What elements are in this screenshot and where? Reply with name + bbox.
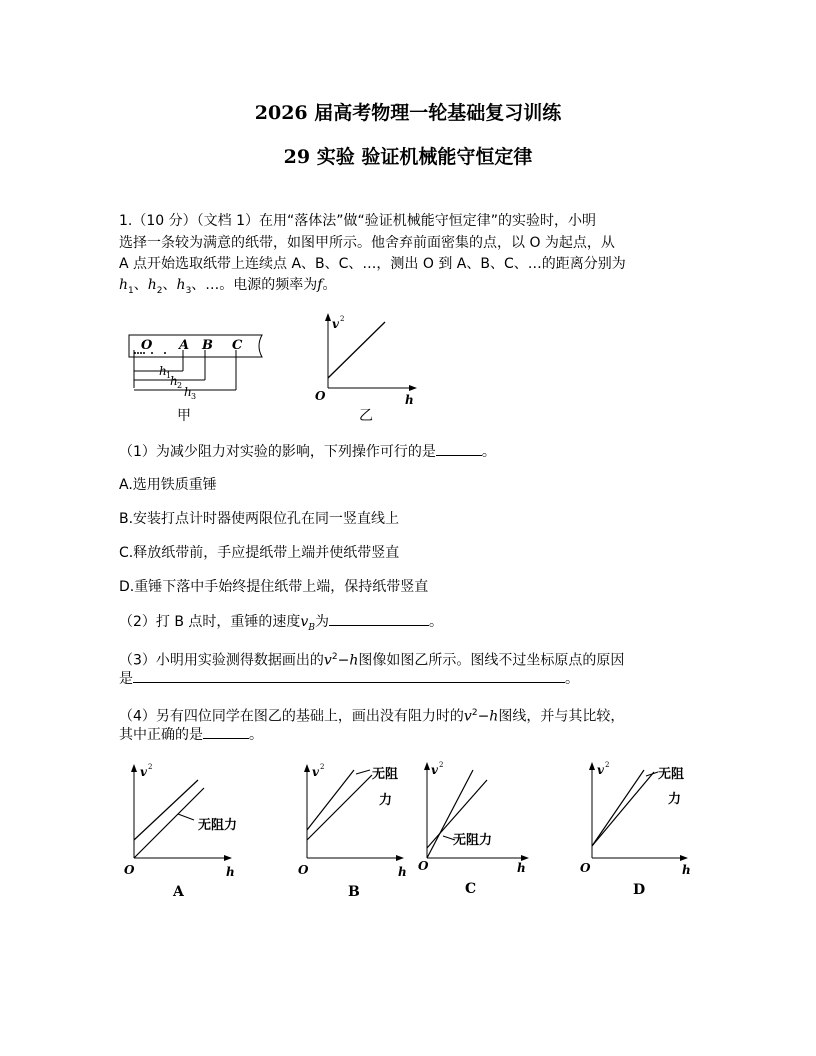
- svg-text:v: v: [140, 765, 147, 779]
- label-no-resistance-D-1: 无阻: [658, 767, 685, 782]
- option-C: C.释放纸带前，手应提纸带上端并使纸带竖直: [119, 545, 400, 561]
- svg-text:v: v: [312, 765, 319, 779]
- choice-graph-B: [292, 758, 422, 903]
- caption-jia: 甲: [177, 408, 191, 424]
- page-title: 2026 届高考物理一轮基础复习训练: [254, 102, 562, 124]
- label-no-resistance-D-2: 力: [668, 792, 682, 807]
- sub-question-4-line-2: 其中正确的是 。: [119, 724, 263, 746]
- answer-blank-4[interactable]: [203, 724, 249, 739]
- label-h3: h: [184, 385, 192, 399]
- svg-text:O: O: [580, 861, 591, 875]
- svg-text:v: v: [597, 763, 604, 777]
- label-no-resistance-B-1: 无阻: [372, 767, 399, 782]
- svg-text:h: h: [398, 865, 407, 879]
- svg-text:h: h: [517, 861, 526, 875]
- svg-text:2: 2: [320, 763, 325, 771]
- tape-point-B: B: [202, 338, 213, 353]
- sub-question-3-line-1: （3）小明用实验测得数据画出的$v^2-h$图像如图乙所示。图线不过坐标原点的原因: [119, 652, 625, 669]
- svg-text:v: v: [431, 763, 438, 777]
- choice-graph-D: [570, 758, 700, 903]
- svg-text:2: 2: [148, 763, 153, 771]
- choice-graph-C: [415, 758, 540, 903]
- svg-text:2: 2: [340, 315, 345, 323]
- choice-letter-D: D: [633, 882, 646, 898]
- question-line-4: $h_1$、$h_2$、$h_3$、…。电源的频率为f。: [119, 277, 337, 296]
- choice-letter-C: C: [465, 881, 477, 897]
- label-no-resistance-B-2: 力: [379, 793, 393, 808]
- svg-text:2: 2: [605, 761, 610, 769]
- sub-question-3-line-2: 是 。: [119, 668, 579, 690]
- option-B: B.安装打点计时器使两限位孔在同一竖直线上: [119, 511, 400, 527]
- tape-point-O: O: [141, 338, 153, 353]
- answer-blank-3[interactable]: [133, 668, 565, 683]
- svg-text:h: h: [226, 865, 235, 879]
- label-no-resistance-A: 无阻力: [198, 818, 238, 833]
- question-line-1: 1.（10 分）（文档 1）在用“落体法”做“验证机械能守恒定律”的实验时，小明: [119, 213, 596, 229]
- label-h2-sub: 2: [177, 381, 183, 390]
- svg-text:2: 2: [439, 761, 444, 769]
- label-h3-sub: 3: [191, 392, 197, 401]
- page-subtitle: 29 实验 验证机械能守恒定律: [283, 146, 533, 168]
- label-h1: h: [159, 364, 167, 378]
- answer-blank-1[interactable]: [436, 441, 482, 456]
- option-A: A.选用铁质重锤: [119, 477, 217, 493]
- svg-text:h: h: [405, 393, 414, 407]
- svg-text:O: O: [124, 863, 135, 877]
- answer-blank-2[interactable]: [329, 611, 429, 626]
- svg-text:v: v: [332, 317, 339, 331]
- choice-letter-B: B: [348, 884, 360, 900]
- figure-jia-paper-tape: [124, 330, 274, 430]
- choice-graph-A: [118, 758, 248, 903]
- svg-text:h: h: [682, 863, 691, 877]
- sub-question-4-line-1: （4）另有四位同学在图乙的基础上，画出没有阻力时的$v^2-h$图线，并与其比较，: [119, 708, 625, 725]
- svg-text:O: O: [298, 863, 309, 877]
- svg-text:O: O: [315, 389, 326, 403]
- figure-yi-graph: [305, 310, 425, 430]
- caption-yi: 乙: [359, 408, 373, 424]
- sub-question-1: （1）为减少阻力对实验的影响，下列操作可行的是 。: [119, 441, 496, 463]
- option-D: D.重锤下落中手始终提住纸带上端，保持纸带竖直: [119, 579, 429, 595]
- label-h2: h: [170, 374, 178, 388]
- question-line-3: A 点开始选取纸带上连续点 A、B、C、…，测出 O 到 A、B、C、…的距离分别为: [119, 256, 626, 272]
- tape-point-A: A: [179, 338, 190, 353]
- tape-point-C: C: [232, 338, 243, 353]
- label-h1-sub: 1: [166, 371, 172, 380]
- choice-letter-A: A: [173, 884, 184, 900]
- svg-text:O: O: [418, 859, 429, 873]
- label-no-resistance-C: 无阻力: [453, 833, 493, 848]
- question-line-2: 选择一条较为满意的纸带，如图甲所示。他舍弃前面密集的点，以 O 为起点，从: [119, 235, 615, 251]
- sub-question-2: （2）打 B 点时，重锤的速度$v_B$为 。: [119, 611, 443, 639]
